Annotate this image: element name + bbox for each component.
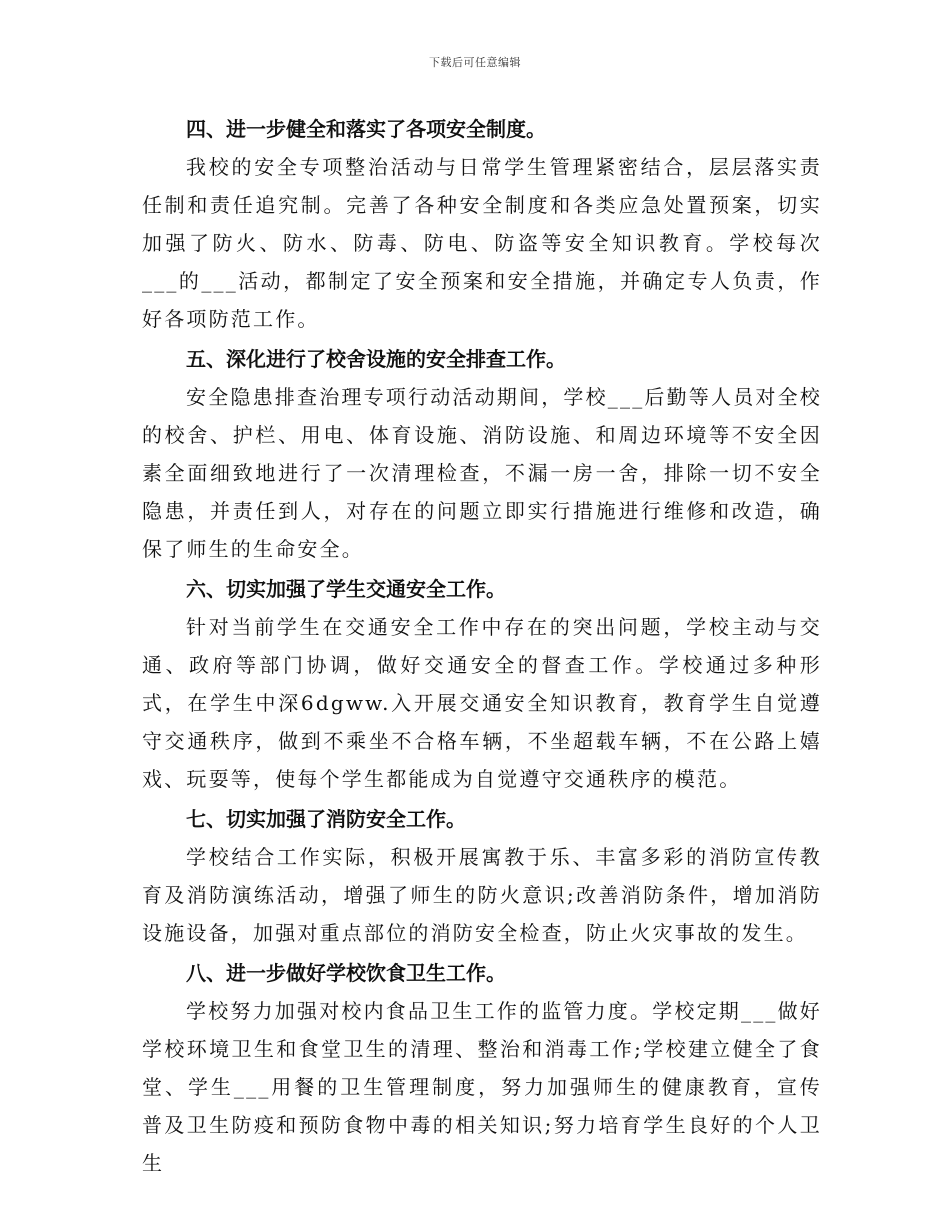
section-heading-6: 六、切实加强了学生交通安全工作。 <box>186 577 506 601</box>
section-paragraph-8: 学校努力加强对校内食品卫生工作的监管力度。学校定期___做好学校环境卫生和食堂卫生的清理、整治和消毒工作;学校建立健全了食堂、学生___用餐的卫生管理制度，努力加强师生的健康教育，宣传普及卫生防疫和预防食物中毒的相关知识;努力培育学生良好的个人卫生 <box>142 999 822 1175</box>
header-note: 下载后可任意编辑 <box>429 56 521 69</box>
section-paragraph-4: 我校的安全专项整治活动与日常学生管理紧密结合，层层落实责任制和责任追究制。完善了各种安全制度和各类应急处置预案，切实加强了防火、防水、防毒、防电、防盗等安全知识教育。学校每次___的___活动，都制定了安全预案和安全措施，并确定专人负责，作好各项防范工作。 <box>142 155 822 331</box>
section-heading-8: 八、进一步做好学校饮食卫生工作。 <box>186 961 506 985</box>
section-paragraph-7: 学校结合工作实际，积极开展寓教于乐、丰富多彩的消防宣传教育及消防演练活动，增强了师生的防火意识;改善消防条件，增加消防设施设备，加强对重点部位的消防安全检查，防止火灾事故的发生。 <box>142 845 822 945</box>
document-body <box>142 108 822 1182</box>
section-heading-5: 五、深化进行了校舍设施的安全排查工作。 <box>186 347 566 371</box>
section-paragraph-5: 安全隐患排查治理专项行动活动期间，学校___后勤等人员对全校的校舍、护栏、用电、体育设施、消防设施、和周边环境等不安全因素全面细致地进行了一次清理检查，不漏一房一舍，排除一切不安全隐患，并责任到人，对存在的问题立即实行措施进行维修和改造，确保了师生的生命安全。 <box>142 385 822 561</box>
section-heading-7: 七、切实加强了消防安全工作。 <box>186 807 466 831</box>
section-paragraph-6: 针对当前学生在交通安全工作中存在的突出问题，学校主动与交通、政府等部门协调，做好交通安全的督查工作。学校通过多种形式，在学生中深6dgww.入开展交通安全知识教育，教育学生自觉遵守交通秩序，做到不乘坐不合格车辆，不坐超载车辆，不在公路上嬉戏、玩耍等，使每个学生都能成为自觉遵守交通秩序的模范。 <box>142 615 822 791</box>
section-heading-4: 四、进一步健全和落实了各项安全制度。 <box>186 117 546 141</box>
